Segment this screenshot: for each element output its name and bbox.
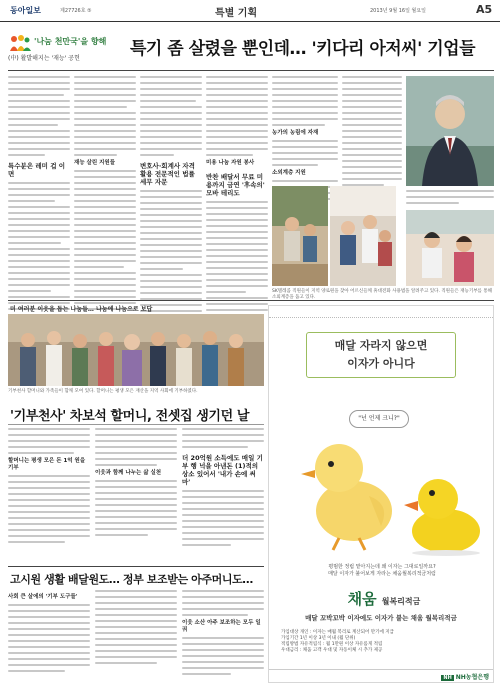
article-column-3 xyxy=(140,76,202,322)
article-column-1 xyxy=(8,76,70,326)
bank-name: NH농협은행 xyxy=(455,674,489,681)
section-subhead: 특수분은 레미 겁 이면 xyxy=(8,162,66,178)
portrait-text xyxy=(406,190,494,208)
product-features xyxy=(281,630,481,654)
story-headline: '기부천사' 차보석 할머니, 전셋집 생기던 날 xyxy=(10,409,250,424)
family-logo-icon xyxy=(8,34,32,52)
product-line: 매달 꼬박꼬박 이자에도 이자가 붙는 채움 월복리적금 xyxy=(305,614,457,622)
article-column-2 xyxy=(74,76,136,320)
ad-copy-line-1: 평범한 정립 맡아지는데 왜 이자는 그대로일까요? xyxy=(328,564,436,570)
photo-caption: SK텔레콤 직원들이 지역 양로원을 찾아 어르신들께 휴대전화 사용법을 알려주고 있다. 직원들은 재능기부를 통해 소외계층을 돕고 있다. xyxy=(272,289,493,300)
volunteer-photo-2 xyxy=(330,186,396,286)
ad-top-border xyxy=(269,306,493,318)
bottom-column-2 xyxy=(95,590,177,668)
photo-banner: 미 여러분 이웃을 돕는 나눔들… 나눔에 나눔으로 보답 xyxy=(10,306,153,313)
publication-date: 2013년 9월 16일 월요일 xyxy=(370,8,427,14)
bank-logo xyxy=(429,672,489,681)
section-head: 농가의 농림에 자재 xyxy=(272,130,319,136)
divider xyxy=(8,300,494,301)
series-label xyxy=(8,34,118,64)
bank-advertisement xyxy=(268,305,494,683)
brand-name: 채움 xyxy=(347,590,377,608)
duckling-icon xyxy=(299,426,399,551)
bottom-headline: 고시원 생활 배달원도… 정부 보조받는 아주머니도… xyxy=(10,573,253,586)
volunteer-photo-1 xyxy=(272,186,328,286)
ad-copy-line-2: 매달 이자가 불어보게 자라는 채움월복리적금처럼 xyxy=(328,571,436,577)
main-headline: 특기 좀 살렸을 뿐인데… '키다리 아저씨' 기업들 xyxy=(130,39,476,59)
body-text xyxy=(8,76,70,156)
brand-product: 월복리적금 xyxy=(381,597,421,606)
article-column-6 xyxy=(342,76,402,190)
section-head: 재능 살린 지원들 xyxy=(74,160,116,166)
ad-headline-line-1: 매달 자라지 않으면 xyxy=(334,339,428,352)
series-subtitle: (中) 활발해지는 '재능' 공헌 xyxy=(8,55,80,62)
feature-item: 적립방법 자유적립식 : 월 1만원 이상 자유롭게 적립 xyxy=(281,642,383,647)
section-subhead: 반찬 배달서 무료 미용까지 금연 '후속의' 모바 테리도 xyxy=(206,173,265,197)
issue-number: 제27726호 ⑤ xyxy=(60,8,92,14)
ad-headline-line-2: 이자가 아니다 xyxy=(347,357,415,370)
section-head: 미용 나눔 자원 봉사 xyxy=(206,160,255,166)
section-head: 소외계층 지원 xyxy=(272,170,306,176)
story-subhead: 더 20억원 소득에도 매일 기부 행 넉을 아낸돈 (1)적의 상소 있어서 '내가 손에 써 마' xyxy=(182,454,263,486)
bottom-subhead: 사회 큰 살에의 '기부 도구들' xyxy=(8,594,78,600)
bottom-column-1 xyxy=(8,590,90,676)
divider xyxy=(8,566,264,567)
section-subhead: 변호사·회계사 자격 활용 전문적인 법률 세무 자문 xyxy=(140,162,195,186)
feature-item: 우대금리 : 채움 고객 우대 및 자동이체 시 추가 제공 xyxy=(281,648,383,653)
family-group-photo xyxy=(8,314,264,386)
rubber-duck-icon xyxy=(404,471,484,556)
divider xyxy=(8,424,264,425)
feature-item: 가입기간 1년 이상 3년 이내 (월 단위) xyxy=(281,636,356,641)
executive-portrait xyxy=(406,76,494,186)
feature-item: 가입대상 개인 : 이자는 매월 복리로 계산되어 만기에 지급 xyxy=(281,630,394,635)
speech-bubble: "넌 언제 크니?" xyxy=(349,410,409,428)
photo-caption: 기부천사 할머니와 가족들이 함께 모여 있다. 할머니는 평생 모은 재산을 지역 사회에 기부하였다. xyxy=(8,389,198,394)
section-title: 특별 기획 xyxy=(215,8,258,19)
story-column-2 xyxy=(95,428,177,540)
story-column-3 xyxy=(182,428,264,550)
page-number: A5 xyxy=(476,3,493,16)
story-subhead: 이웃과 함께 나누는 삶 실천 xyxy=(95,470,162,476)
ad-headline-box xyxy=(306,332,456,378)
series-title: '나눔 천만국'을 향해 xyxy=(34,37,107,46)
bottom-subhead: 이웃 소산 아주 보조하는 모두 일궈 xyxy=(182,620,261,633)
ad-footer xyxy=(269,669,493,682)
ad-copy xyxy=(289,564,475,578)
bottom-column-3 xyxy=(182,590,264,679)
masthead xyxy=(0,0,500,22)
volunteer-photo-3 xyxy=(406,210,494,286)
story-subhead: 할머니는 평생 모은 돈 1억 원을 기부 xyxy=(8,458,86,471)
divider xyxy=(8,70,494,71)
nh-badge-icon: NH xyxy=(443,675,452,681)
product-brand xyxy=(309,588,459,609)
article-column-4 xyxy=(206,76,268,315)
story-column-1 xyxy=(8,428,90,547)
newspaper-name: 동아일보 xyxy=(10,6,41,15)
